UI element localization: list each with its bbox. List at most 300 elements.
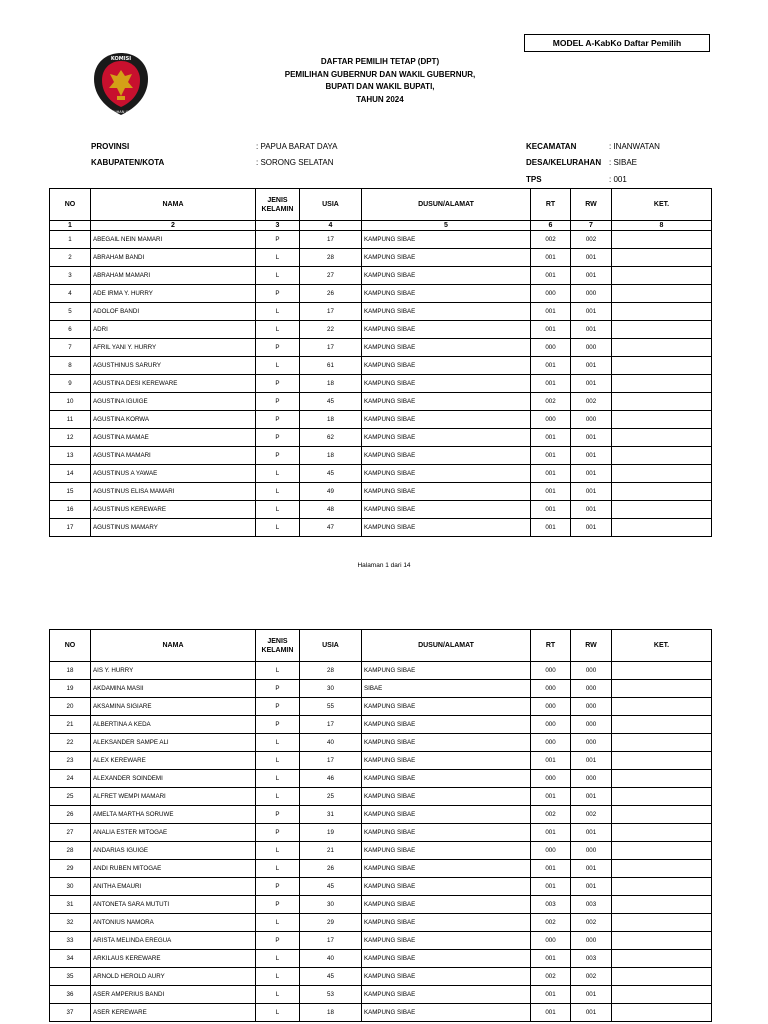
cell-alamat: KAMPUNG SIBAE	[362, 1004, 531, 1022]
cell-rt: 002	[531, 231, 571, 249]
cell-no: 36	[50, 986, 91, 1004]
cell-rw: 002	[571, 393, 612, 411]
table-row	[50, 770, 712, 788]
cell-nama: AGUSTINA DESI KEREWARE	[91, 375, 256, 393]
cell-ket	[612, 698, 712, 716]
cell-jenis-kelamin: L	[256, 914, 300, 932]
cell-nama: ALEXANDER SOINDEMI	[91, 770, 256, 788]
cell-ket	[612, 429, 712, 447]
table-body	[50, 662, 712, 1022]
cell-rw: 001	[571, 860, 612, 878]
table-row	[50, 680, 712, 698]
cell-rw: 001	[571, 986, 612, 1004]
cell-alamat: KAMPUNG SIBAE	[362, 249, 531, 267]
cell-usia: 40	[300, 950, 362, 968]
cell-no: 10	[50, 393, 91, 411]
cell-usia: 30	[300, 896, 362, 914]
cell-ket	[612, 968, 712, 986]
table-row	[50, 824, 712, 842]
cell-no: 18	[50, 662, 91, 680]
title-line: PEMILIHAN GUBERNUR DAN WAKIL GUBERNUR,	[284, 69, 476, 79]
cell-jenis-kelamin: L	[256, 734, 300, 752]
col-header-no: NO	[50, 630, 91, 662]
col-header-nama: NAMA	[91, 630, 256, 662]
cell-usia: 28	[300, 662, 362, 680]
cell-nama: ANALIA ESTER MITOGAE	[91, 824, 256, 842]
cell-jenis-kelamin: L	[256, 752, 300, 770]
cell-rw: 001	[571, 447, 612, 465]
voter-table-page-2	[49, 629, 712, 1022]
table-row	[50, 842, 712, 860]
table-row	[50, 357, 712, 375]
cell-usia: 18	[300, 411, 362, 429]
cell-no: 22	[50, 734, 91, 752]
cell-nama: ANTONIUS NAMORA	[91, 914, 256, 932]
cell-no: 2	[50, 249, 91, 267]
table-row	[50, 483, 712, 501]
cell-no: 1	[50, 231, 91, 249]
cell-alamat: KAMPUNG SIBAE	[362, 806, 531, 824]
cell-usia: 45	[300, 968, 362, 986]
cell-ket	[612, 357, 712, 375]
cell-alamat: KAMPUNG SIBAE	[362, 878, 531, 896]
cell-ket	[612, 986, 712, 1004]
col-header-jenis-kelamin: JENIS KELAMIN	[256, 630, 300, 662]
cell-rt: 002	[531, 806, 571, 824]
cell-alamat: KAMPUNG SIBAE	[362, 932, 531, 950]
cell-no: 33	[50, 932, 91, 950]
col-header-alamat: DUSUN/ALAMAT	[362, 630, 531, 662]
cell-nama: AGUSTINA MAMARI	[91, 447, 256, 465]
cell-jenis-kelamin: L	[256, 770, 300, 788]
cell-nama: ASER AMPERIUS BANDI	[91, 986, 256, 1004]
cell-nama: AKDAMINA MASII	[91, 680, 256, 698]
cell-nama: ADRI	[91, 321, 256, 339]
cell-no: 34	[50, 950, 91, 968]
cell-ket	[612, 447, 712, 465]
cell-ket	[612, 842, 712, 860]
table-row	[50, 249, 712, 267]
cell-nama: AGUSTINUS ELISA MAMARI	[91, 483, 256, 501]
table-row	[50, 968, 712, 986]
col-header-rw: RW	[571, 630, 612, 662]
header-row	[50, 189, 712, 221]
cell-rt: 001	[531, 267, 571, 285]
cell-rw: 000	[571, 411, 612, 429]
cell-rt: 000	[531, 734, 571, 752]
col-header-nama: NAMA	[91, 189, 256, 221]
cell-nama: ADE IRMA Y. HURRY	[91, 285, 256, 303]
cell-rw: 000	[571, 770, 612, 788]
kecamatan-label: KECAMATAN	[526, 142, 577, 151]
cell-jenis-kelamin: P	[256, 824, 300, 842]
cell-alamat: KAMPUNG SIBAE	[362, 752, 531, 770]
cell-ket	[612, 950, 712, 968]
cell-ket	[612, 824, 712, 842]
cell-rw: 001	[571, 321, 612, 339]
cell-jenis-kelamin: P	[256, 806, 300, 824]
cell-usia: 61	[300, 357, 362, 375]
cell-alamat: KAMPUNG SIBAE	[362, 267, 531, 285]
cell-rw: 000	[571, 734, 612, 752]
cell-jenis-kelamin: L	[256, 788, 300, 806]
cell-alamat: KAMPUNG SIBAE	[362, 285, 531, 303]
cell-rw: 001	[571, 519, 612, 537]
col-header-usia: USIA	[300, 630, 362, 662]
cell-usia: 45	[300, 878, 362, 896]
cell-usia: 49	[300, 483, 362, 501]
cell-rw: 002	[571, 806, 612, 824]
title-line: BUPATI DAN WAKIL BUPATI,	[325, 82, 435, 91]
cell-usia: 45	[300, 393, 362, 411]
cell-nama: ANDI RUBEN MITOGAE	[91, 860, 256, 878]
cell-usia: 21	[300, 842, 362, 860]
cell-no: 31	[50, 896, 91, 914]
cell-usia: 18	[300, 1004, 362, 1022]
column-number: 5	[362, 221, 531, 231]
cell-rw: 002	[571, 914, 612, 932]
cell-usia: 27	[300, 267, 362, 285]
cell-no: 23	[50, 752, 91, 770]
cell-nama: AGUSTINA MAMAE	[91, 429, 256, 447]
cell-ket	[612, 501, 712, 519]
cell-rw: 002	[571, 968, 612, 986]
cell-alamat: KAMPUNG SIBAE	[362, 357, 531, 375]
table-row	[50, 375, 712, 393]
cell-jenis-kelamin: P	[256, 896, 300, 914]
cell-ket	[612, 375, 712, 393]
cell-usia: 45	[300, 465, 362, 483]
cell-alamat: KAMPUNG SIBAE	[362, 375, 531, 393]
cell-jenis-kelamin: P	[256, 393, 300, 411]
table-row	[50, 429, 712, 447]
cell-rt: 001	[531, 519, 571, 537]
table-body	[50, 231, 712, 537]
cell-rt: 001	[531, 447, 571, 465]
cell-rw: 000	[571, 339, 612, 357]
cell-alamat: KAMPUNG SIBAE	[362, 968, 531, 986]
cell-ket	[612, 860, 712, 878]
table-row	[50, 447, 712, 465]
cell-ket	[612, 321, 712, 339]
cell-no: 15	[50, 483, 91, 501]
col-header-ket: KET.	[612, 630, 712, 662]
table-row	[50, 986, 712, 1004]
cell-ket	[612, 285, 712, 303]
cell-alamat: KAMPUNG SIBAE	[362, 662, 531, 680]
cell-no: 29	[50, 860, 91, 878]
cell-rw: 001	[571, 501, 612, 519]
cell-no: 9	[50, 375, 91, 393]
cell-alamat: KAMPUNG SIBAE	[362, 447, 531, 465]
col-header-no: NO	[50, 189, 91, 221]
cell-alamat: KAMPUNG SIBAE	[362, 501, 531, 519]
cell-nama: ARISTA MELINDA EREGUA	[91, 932, 256, 950]
cell-jenis-kelamin: P	[256, 698, 300, 716]
table-row	[50, 752, 712, 770]
cell-rw: 000	[571, 932, 612, 950]
cell-no: 37	[50, 1004, 91, 1022]
cell-rt: 000	[531, 698, 571, 716]
cell-jenis-kelamin: P	[256, 285, 300, 303]
cell-rw: 001	[571, 824, 612, 842]
cell-rt: 001	[531, 375, 571, 393]
cell-rw: 001	[571, 357, 612, 375]
cell-no: 32	[50, 914, 91, 932]
cell-no: 35	[50, 968, 91, 986]
cell-nama: ANTONETA SARA MUTUTI	[91, 896, 256, 914]
cell-ket	[612, 519, 712, 537]
cell-rw: 001	[571, 752, 612, 770]
cell-alamat: KAMPUNG SIBAE	[362, 698, 531, 716]
cell-rt: 001	[531, 483, 571, 501]
table-row	[50, 698, 712, 716]
cell-ket	[612, 483, 712, 501]
cell-nama: AGUSTINUS A YAWAE	[91, 465, 256, 483]
cell-ket	[612, 878, 712, 896]
cell-jenis-kelamin: P	[256, 429, 300, 447]
cell-rw: 003	[571, 950, 612, 968]
cell-rt: 001	[531, 249, 571, 267]
cell-usia: 17	[300, 231, 362, 249]
cell-usia: 46	[300, 770, 362, 788]
cell-rw: 001	[571, 465, 612, 483]
table-row	[50, 465, 712, 483]
cell-usia: 17	[300, 303, 362, 321]
cell-no: 20	[50, 698, 91, 716]
cell-alamat: KAMPUNG SIBAE	[362, 716, 531, 734]
cell-rt: 001	[531, 860, 571, 878]
column-number: 4	[300, 221, 362, 231]
cell-nama: AGUSTINA KORWA	[91, 411, 256, 429]
cell-rt: 000	[531, 680, 571, 698]
cell-alamat: KAMPUNG SIBAE	[362, 411, 531, 429]
cell-alamat: KAMPUNG SIBAE	[362, 465, 531, 483]
cell-no: 6	[50, 321, 91, 339]
cell-jenis-kelamin: L	[256, 662, 300, 680]
svg-text:PEMILIHAN UMUM: PEMILIHAN UMUM	[104, 110, 138, 114]
cell-ket	[612, 1004, 712, 1022]
cell-no: 21	[50, 716, 91, 734]
cell-no: 17	[50, 519, 91, 537]
cell-ket	[612, 393, 712, 411]
table-row	[50, 1004, 712, 1022]
table-row	[50, 267, 712, 285]
cell-alamat: KAMPUNG SIBAE	[362, 483, 531, 501]
page-footer: Halaman 1 dari 14	[357, 562, 411, 569]
cell-rt: 001	[531, 986, 571, 1004]
cell-nama: ARKILAUS KEREWARE	[91, 950, 256, 968]
cell-usia: 28	[300, 249, 362, 267]
col-header-rt: RT	[531, 630, 571, 662]
voter-table-page-1	[49, 188, 712, 537]
cell-rw: 000	[571, 842, 612, 860]
cell-nama: AGUSTHINUS SARURY	[91, 357, 256, 375]
cell-ket	[612, 249, 712, 267]
table-row	[50, 896, 712, 914]
cell-jenis-kelamin: L	[256, 860, 300, 878]
cell-alamat: KAMPUNG SIBAE	[362, 339, 531, 357]
provinsi-value: : PAPUA BARAT DAYA	[256, 142, 338, 151]
cell-usia: 18	[300, 447, 362, 465]
cell-no: 5	[50, 303, 91, 321]
cell-ket	[612, 231, 712, 249]
cell-nama: ALEX KEREWARE	[91, 752, 256, 770]
cell-alamat: KAMPUNG SIBAE	[362, 986, 531, 1004]
column-number-row	[50, 221, 712, 231]
cell-usia: 17	[300, 932, 362, 950]
cell-usia: 17	[300, 339, 362, 357]
cell-usia: 17	[300, 752, 362, 770]
cell-no: 4	[50, 285, 91, 303]
title-line: DAFTAR PEMILIH TETAP (DPT)	[320, 57, 440, 66]
cell-usia: 22	[300, 321, 362, 339]
cell-ket	[612, 465, 712, 483]
cell-rt: 000	[531, 716, 571, 734]
cell-jenis-kelamin: L	[256, 950, 300, 968]
cell-rw: 001	[571, 1004, 612, 1022]
table-row	[50, 716, 712, 734]
cell-no: 8	[50, 357, 91, 375]
cell-rw: 001	[571, 429, 612, 447]
cell-rt: 001	[531, 357, 571, 375]
col-header-alamat: DUSUN/ALAMAT	[362, 189, 531, 221]
cell-rt: 000	[531, 411, 571, 429]
cell-ket	[612, 680, 712, 698]
cell-alamat: KAMPUNG SIBAE	[362, 231, 531, 249]
cell-alamat: KAMPUNG SIBAE	[362, 429, 531, 447]
cell-jenis-kelamin: P	[256, 680, 300, 698]
cell-nama: ANITHA EMAURI	[91, 878, 256, 896]
desa-value: : SIBAE	[609, 158, 638, 167]
table-row	[50, 788, 712, 806]
tps-label: TPS	[526, 175, 542, 184]
cell-no: 13	[50, 447, 91, 465]
cell-ket	[612, 806, 712, 824]
cell-nama: AGUSTINUS KEREWARE	[91, 501, 256, 519]
cell-nama: ANDARIAS IGUIGE	[91, 842, 256, 860]
table-row	[50, 914, 712, 932]
table-row	[50, 519, 712, 537]
cell-rw: 001	[571, 375, 612, 393]
cell-jenis-kelamin: P	[256, 932, 300, 950]
cell-alamat: KAMPUNG SIBAE	[362, 824, 531, 842]
cell-rt: 000	[531, 842, 571, 860]
cell-alamat: KAMPUNG SIBAE	[362, 393, 531, 411]
cell-ket	[612, 267, 712, 285]
table-row	[50, 860, 712, 878]
cell-rw: 001	[571, 788, 612, 806]
desa-label: DESA/KELURAHAN	[526, 158, 602, 167]
cell-no: 24	[50, 770, 91, 788]
cell-nama: AIS Y. HURRY	[91, 662, 256, 680]
cell-usia: 53	[300, 986, 362, 1004]
column-number: 2	[91, 221, 256, 231]
cell-ket	[612, 770, 712, 788]
cell-ket	[612, 303, 712, 321]
cell-usia: 55	[300, 698, 362, 716]
cell-usia: 29	[300, 914, 362, 932]
cell-jenis-kelamin: L	[256, 303, 300, 321]
kabupaten-label: KABUPATEN/KOTA	[91, 158, 165, 167]
cell-no: 25	[50, 788, 91, 806]
cell-alamat: KAMPUNG SIBAE	[362, 896, 531, 914]
cell-rw: 000	[571, 716, 612, 734]
cell-jenis-kelamin: L	[256, 968, 300, 986]
column-number: 1	[50, 221, 91, 231]
provinsi-label: PROVINSI	[91, 142, 130, 151]
table-row	[50, 285, 712, 303]
table-row	[50, 806, 712, 824]
cell-nama: ALBERTINA A KEDA	[91, 716, 256, 734]
cell-rt: 001	[531, 1004, 571, 1022]
cell-nama: ABRAHAM MAMARI	[91, 267, 256, 285]
cell-ket	[612, 914, 712, 932]
cell-ket	[612, 896, 712, 914]
cell-nama: ALFRET WEMPI MAMARI	[91, 788, 256, 806]
cell-usia: 26	[300, 860, 362, 878]
cell-rt: 001	[531, 752, 571, 770]
cell-usia: 18	[300, 375, 362, 393]
cell-rt: 000	[531, 339, 571, 357]
cell-nama: ALEKSANDER SAMPE ALI	[91, 734, 256, 752]
table-row	[50, 501, 712, 519]
cell-nama: AGUSTINA IGUIGE	[91, 393, 256, 411]
cell-ket	[612, 339, 712, 357]
cell-ket	[612, 752, 712, 770]
title-line: TAHUN 2024	[356, 94, 404, 104]
cell-jenis-kelamin: L	[256, 321, 300, 339]
cell-rt: 000	[531, 932, 571, 950]
cell-nama: ABRAHAM BANDI	[91, 249, 256, 267]
cell-jenis-kelamin: L	[256, 267, 300, 285]
cell-jenis-kelamin: L	[256, 1004, 300, 1022]
cell-nama: AFRIL YANI Y. HURRY	[91, 339, 256, 357]
kecamatan-value: : INANWATAN	[609, 142, 660, 151]
cell-rt: 001	[531, 501, 571, 519]
kpu-logo	[92, 52, 150, 116]
cell-usia: 62	[300, 429, 362, 447]
column-number: 8	[612, 221, 712, 231]
cell-jenis-kelamin: L	[256, 249, 300, 267]
cell-alamat: KAMPUNG SIBAE	[362, 788, 531, 806]
cell-jenis-kelamin: P	[256, 716, 300, 734]
table-row	[50, 734, 712, 752]
cell-rt: 002	[531, 393, 571, 411]
cell-jenis-kelamin: P	[256, 375, 300, 393]
cell-usia: 47	[300, 519, 362, 537]
cell-no: 11	[50, 411, 91, 429]
cell-alamat: KAMPUNG SIBAE	[362, 321, 531, 339]
col-header-usia: USIA	[300, 189, 362, 221]
cell-rw: 000	[571, 698, 612, 716]
cell-no: 19	[50, 680, 91, 698]
cell-rt: 002	[531, 968, 571, 986]
cell-rt: 001	[531, 878, 571, 896]
cell-no: 12	[50, 429, 91, 447]
cell-rw: 001	[571, 249, 612, 267]
document-title	[230, 56, 530, 106]
cell-ket	[612, 662, 712, 680]
table-row	[50, 878, 712, 896]
cell-ket	[612, 788, 712, 806]
cell-alamat: KAMPUNG SIBAE	[362, 303, 531, 321]
cell-no: 16	[50, 501, 91, 519]
cell-rw: 001	[571, 483, 612, 501]
cell-nama: ASER KEREWARE	[91, 1004, 256, 1022]
cell-rt: 003	[531, 896, 571, 914]
table-row	[50, 662, 712, 680]
